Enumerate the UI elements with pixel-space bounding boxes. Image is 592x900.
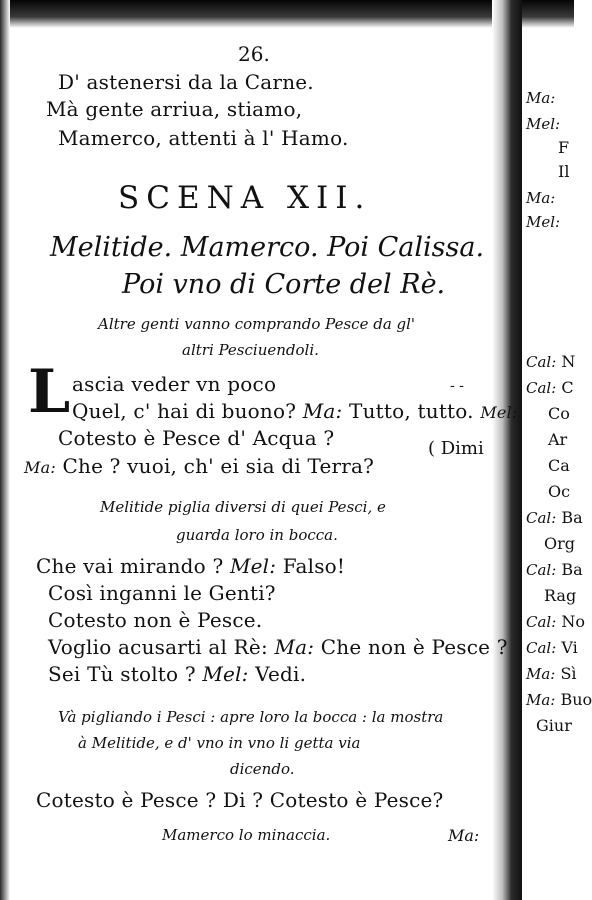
- speaker-mamerco-2: Ma:: [24, 458, 56, 477]
- opening-line-3: Mamerco, attenti à l' Hamo.: [58, 126, 349, 150]
- right-text: N: [561, 352, 576, 371]
- right-speaker: Ma:: [526, 665, 556, 683]
- stage-direction-3b: à Melitide, e d' vno in vno li getta via: [78, 734, 361, 752]
- dialogue-2-line-3: Cotesto non è Pesce.: [48, 608, 263, 632]
- dialogue-line-3: Cotesto è Pesce d' Acqua ?: [58, 426, 335, 450]
- dialogue-2-line-5a: Sei Tù stolto ?: [48, 662, 196, 686]
- right-text: Vi: [561, 638, 578, 657]
- dialogue-2-line-2: Così inganni le Genti?: [48, 581, 276, 605]
- right-text: Buo: [560, 690, 592, 709]
- dialogue-2-line-4: [48, 635, 508, 659]
- right-speaker: Ma:: [526, 189, 556, 207]
- right-line-5: [526, 188, 555, 207]
- speaker-melitide-2: Mel:: [229, 554, 277, 578]
- right-line-3: F: [558, 138, 570, 157]
- right-line-18: [526, 638, 578, 657]
- scene-title: SCENA XII.: [118, 180, 372, 216]
- characters-line-2: Poi vno di Corte del Rè.: [122, 269, 446, 300]
- dialogue-dashes: - -: [450, 378, 464, 394]
- right-line-6: [526, 212, 560, 231]
- dialogue-line-2: [72, 399, 517, 423]
- dialogue-2-line-4b: Che non è Pesce ?: [320, 635, 508, 659]
- right-line-1: [526, 88, 555, 107]
- right-speaker: Mel:: [526, 115, 561, 133]
- stage-direction-1a: Altre genti vanno comprando Pesce da gl': [98, 315, 416, 333]
- dialogue-2-line-1: [36, 554, 345, 578]
- right-speaker: Cal:: [526, 639, 557, 657]
- dialogue-2-line-5b: Vedi.: [255, 662, 307, 686]
- dialogue-2-line-4a: Voglio acusarti al Rè:: [48, 635, 268, 659]
- dialogue-2-line-5: [48, 662, 306, 686]
- speaker-mamerco-3: Ma:: [274, 635, 315, 659]
- right-speaker: Cal:: [526, 613, 557, 631]
- dialogue-line-2a: Quel, c' hai di buono?: [72, 399, 297, 423]
- side-note: ( Dimi: [428, 438, 484, 459]
- right-speaker: Cal:: [526, 379, 557, 397]
- right-line-13: [526, 508, 583, 527]
- left-page-shadow: [0, 0, 10, 900]
- right-speaker: Cal:: [526, 561, 557, 579]
- right-speaker: Cal:: [526, 353, 557, 371]
- speaker-mamerco: Ma:: [302, 399, 343, 423]
- dialogue-2-line-1a: Che vai mirando ?: [36, 554, 224, 578]
- right-line-11: Ca: [548, 456, 570, 475]
- right-line-19: [526, 664, 577, 683]
- right-text: C: [561, 378, 574, 397]
- dialogue-line-1: ascia veder vn poco: [72, 372, 277, 396]
- right-text: Ba: [561, 508, 583, 527]
- stage-direction-1b: altri Pesciuendoli.: [182, 341, 319, 359]
- right-text: No: [561, 612, 586, 631]
- right-line-16: Rag: [544, 586, 577, 605]
- dialogue-2-line-1b: Falso!: [282, 554, 346, 578]
- dialogue-3: Cotesto è Pesce ? Di ? Cotesto è Pesce?: [36, 788, 444, 812]
- right-line-10: Ar: [548, 430, 568, 449]
- right-speaker: Cal:: [526, 509, 557, 527]
- dialogue-line-4-text: Che ? vuoi, ch' ei sia di Terra?: [62, 454, 375, 478]
- speaker-melitide-3: Mel:: [202, 662, 249, 686]
- right-line-8: [526, 378, 574, 397]
- stage-direction-4: Mamerco lo minaccia.: [162, 826, 331, 844]
- right-line-12: Oc: [548, 482, 571, 501]
- opening-line-2: Mà gente arriua, stiamo,: [46, 97, 303, 121]
- right-text: Ba: [561, 560, 583, 579]
- right-line-4: Il: [558, 162, 570, 181]
- right-speaker: Ma:: [526, 89, 556, 107]
- stage-direction-2b: guarda loro in bocca.: [176, 526, 338, 544]
- right-line-7: [526, 352, 575, 371]
- page-number: 26.: [238, 42, 270, 66]
- stage-direction-3c: dicendo.: [230, 760, 295, 778]
- book-top-edge: [0, 0, 574, 28]
- book-gutter: [492, 0, 522, 900]
- right-line-17: [526, 612, 585, 631]
- right-speaker: Mel:: [526, 213, 561, 231]
- right-line-15: [526, 560, 583, 579]
- right-line-2: [526, 114, 560, 133]
- speaker-melitide: Mel:: [480, 403, 518, 422]
- right-speaker: Ma:: [526, 691, 556, 709]
- characters-line-1: Melitide. Mamerco. Poi Calissa.: [50, 232, 485, 263]
- catchword: Ma:: [448, 826, 480, 845]
- stage-direction-3a: Và pigliando i Pesci : apre loro la bocca : la mostra: [58, 708, 444, 726]
- right-text: Sì: [560, 664, 577, 683]
- right-line-14: Org: [544, 534, 576, 553]
- opening-line-1: D' astenersi da la Carne.: [58, 70, 314, 94]
- right-line-20: [526, 690, 592, 709]
- dialogue-line-2b: Tutto, tutto.: [349, 399, 474, 423]
- stage-direction-2a: Melitide piglia diversi di quei Pesci, e: [100, 498, 386, 516]
- right-page-fragment: [522, 60, 592, 900]
- right-line-21: Giur: [536, 716, 572, 735]
- dialogue-line-4: [24, 454, 374, 478]
- left-page: [10, 28, 518, 900]
- drop-cap: L: [28, 357, 71, 427]
- right-line-9: Co: [548, 404, 570, 423]
